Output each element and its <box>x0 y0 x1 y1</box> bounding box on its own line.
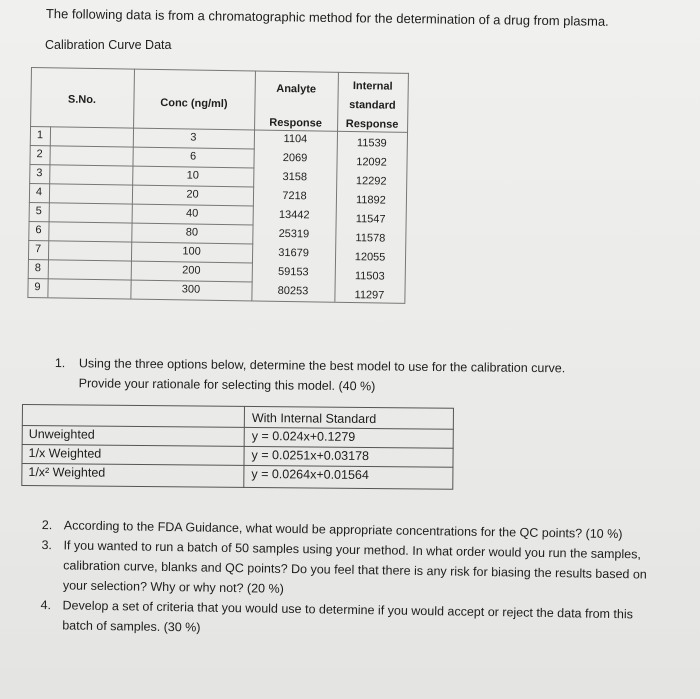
cell-sno: 9 <box>34 281 41 294</box>
question-3 <box>39 535 664 605</box>
cell-sno: 6 <box>35 224 42 237</box>
cell-analyte: 80253 <box>277 284 309 298</box>
question-text: Develop a set of criteria that you would use to determine if you would accept or reject the data from this batch of samples. (30 %) <box>62 598 634 635</box>
cell-istd: 11503 <box>354 270 385 283</box>
header-istd-line1: Internal <box>352 80 393 93</box>
calibration-subtitle: Calibration Curve Data <box>45 38 172 52</box>
model-equation: y = 0.0264x+0.01564 <box>251 467 369 483</box>
question-text: If you wanted to run a batch of 50 samples using your method. In what order would you run the samples, calibration curve, blanks and QC points? Do you feel that there is any risk for biasing the results based on your selection? Why or why not? (20 %) <box>62 538 647 596</box>
cell-istd: 12092 <box>356 156 387 169</box>
cell-analyte: 25319 <box>278 227 310 241</box>
models-header: With Internal Standard <box>251 411 377 427</box>
cell-conc: 200 <box>182 264 201 277</box>
model-label: 1/x² Weighted <box>28 465 106 480</box>
cell-istd: 12292 <box>355 175 387 188</box>
cell-analyte: 31679 <box>278 246 309 260</box>
cell-sno: 2 <box>36 148 43 161</box>
header-sno: S.No. <box>67 93 97 107</box>
question-4 <box>38 595 663 645</box>
cell-conc: 300 <box>181 283 201 296</box>
cell-analyte: 2069 <box>282 151 308 165</box>
cell-conc: 20 <box>186 188 199 201</box>
header-analyte-response: Response <box>269 116 323 130</box>
cell-analyte: 3158 <box>282 170 308 184</box>
model-label: Unweighted <box>28 427 95 442</box>
question-number: 2. <box>41 518 53 533</box>
cell-sno: 1 <box>36 129 44 142</box>
header-istd-response: Response <box>345 117 399 131</box>
cell-istd: 12055 <box>354 251 386 264</box>
cell-conc: 80 <box>185 226 199 239</box>
cell-conc: 40 <box>185 207 199 220</box>
model-equation: y = 0.0251x+0.03178 <box>251 448 370 464</box>
cell-conc: 6 <box>189 150 197 163</box>
header-conc: Conc (ng/ml) <box>160 97 228 111</box>
cell-sno: 5 <box>35 205 42 218</box>
cell-analyte: 13442 <box>278 208 310 222</box>
question-number: 3. <box>41 538 53 553</box>
question-1 <box>55 353 566 398</box>
header-istd-line2: standard <box>349 99 396 112</box>
question-1-line2: Provide your rationale for selecting this model. (40 %) <box>78 376 376 394</box>
cell-istd: 11297 <box>354 289 385 302</box>
intro-text: The following data is from a chromatographic method for the determination of a drug from plasma. <box>45 6 609 29</box>
cell-sno: 8 <box>34 262 41 275</box>
cell-sno: 3 <box>36 167 43 180</box>
question-text: According to the FDA Guidance, what would be appropriate concentrations for the QC points? (10 %) <box>63 518 623 542</box>
cell-sno: 4 <box>35 186 43 199</box>
cell-analyte: 1104 <box>283 132 308 146</box>
questions-list <box>38 515 664 645</box>
question-number: 1. <box>54 355 66 371</box>
model-label: 1/x Weighted <box>28 446 102 461</box>
cell-istd: 11539 <box>356 137 387 150</box>
models-table <box>21 404 454 490</box>
cell-conc: 10 <box>186 169 200 182</box>
cell-conc: 100 <box>182 245 201 258</box>
table-line <box>31 67 409 74</box>
cell-analyte: 59153 <box>277 265 309 279</box>
cell-istd: 11547 <box>355 213 386 226</box>
cell-analyte: 7218 <box>282 189 307 203</box>
model-equation: y = 0.024x+0.1279 <box>251 429 356 444</box>
header-analyte: Analyte <box>276 82 317 96</box>
cell-sno: 7 <box>34 243 42 256</box>
cell-istd: 11892 <box>355 194 386 207</box>
cell-istd: 11578 <box>355 232 386 245</box>
calibration-table <box>27 67 409 311</box>
question-1-line1: Using the three options below, determine the best model to use for the calibration curve. <box>78 356 566 376</box>
cell-conc: 3 <box>190 131 197 144</box>
question-number: 4. <box>40 598 52 613</box>
